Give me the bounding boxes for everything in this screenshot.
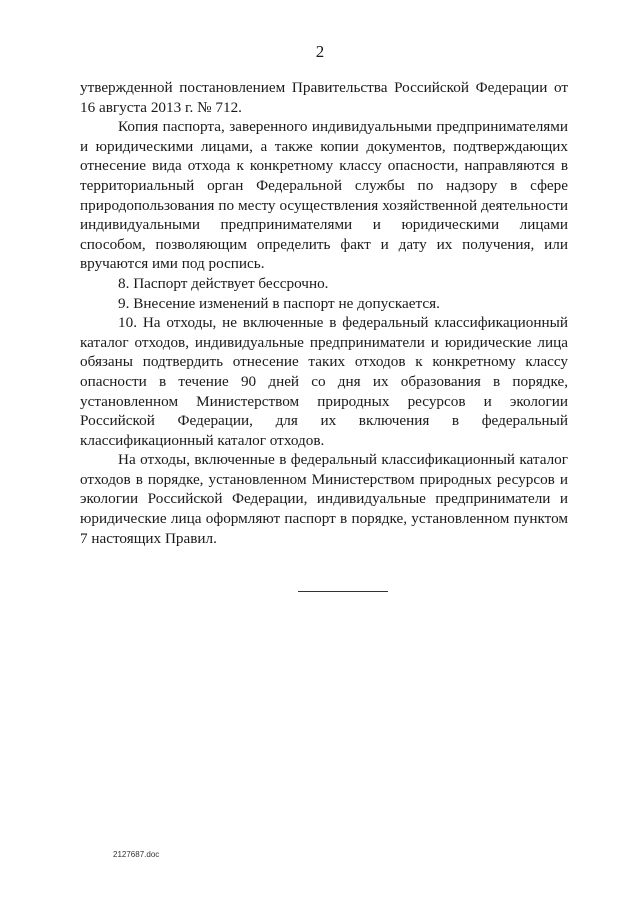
end-separator-line — [298, 591, 388, 592]
paragraph-item-8: 8. Паспорт действует бессрочно. — [118, 274, 329, 292]
paragraph-item-9: 9. Внесение изменений в паспорт не допускается. — [118, 294, 440, 312]
page-number: 2 — [315, 42, 325, 61]
paragraph-item-10: 10. На отходы, не включенные в федеральный классификационный каталог отходов, индивидуальные предприниматели и юридические лица обязаны подтвердить отнесение таких отходов к конкретному классу опасности в течение 90 дней со дня их образования в порядке, установленном Министерством природных ресурсов и экологии Российской Федерации, для их включения в федеральный классификационный каталог отходов. — [80, 314, 568, 449]
footer-file-name: 2127687.doc — [113, 850, 160, 859]
paragraph-passport-copy: Копия паспорта, заверенного индивидуальными предпринимателями и юридическими лицами, а также копии документов, подтверждающих отнесение вида отхода к конкретному классу опасности, направляются в территориальный орган Федеральной службы по надзору в сфере природопользования по месту осуществления хозяйственной деятельности индивидуальными предпринимателями и юридическими лицами способом, позволяющим определить факт и дату их получения, или вручаются ими под роспись. — [80, 118, 568, 273]
document-body — [80, 78, 568, 548]
paragraph-included-waste: На отходы, включенные в федеральный классификационный каталог отходов в порядке, установленном Министерством природных ресурсов и экологии Российской Федерации, индивидуальные предприниматели и юридические лица оформляют паспорт в порядке, установленном пунктом 7 настоящих Правил. — [80, 451, 568, 547]
paragraph-continuation: утвержденной постановлением Правительства Российской Федерации от 16 августа 2013 г. № 712. — [80, 79, 568, 116]
